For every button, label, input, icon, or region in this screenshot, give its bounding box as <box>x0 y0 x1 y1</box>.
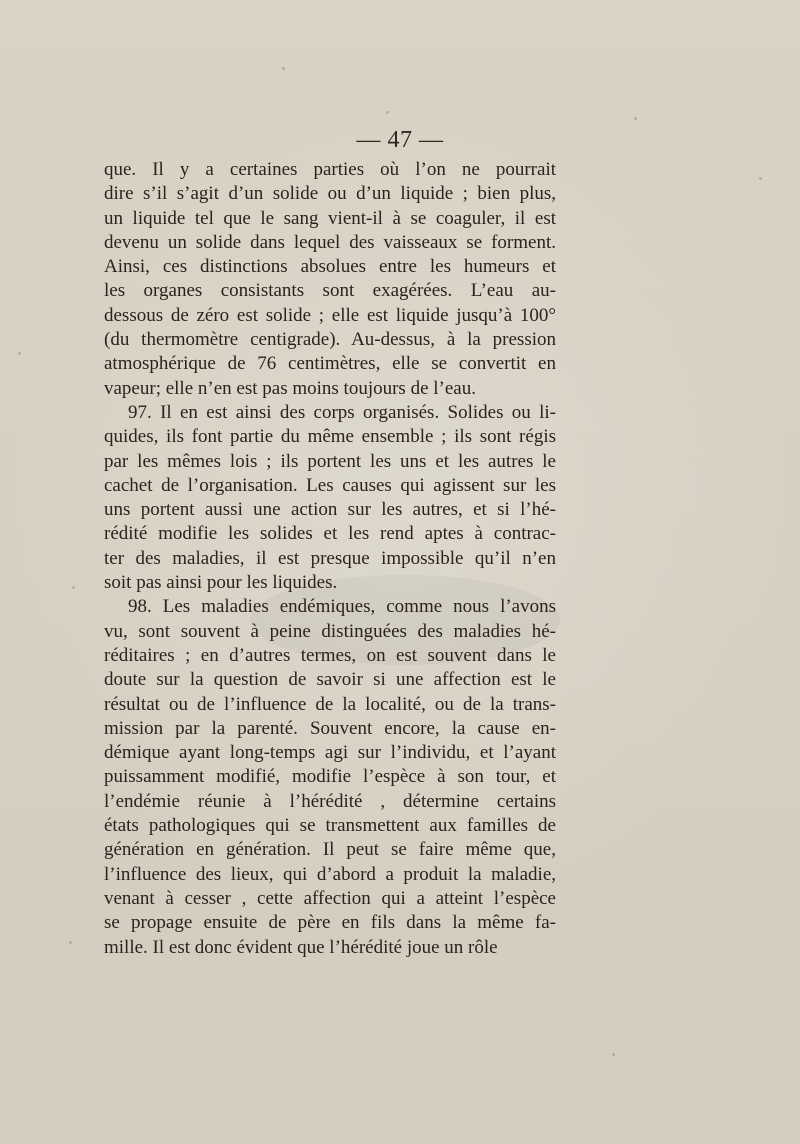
text-line: par les mêmes lois ; ils portent les uns et les autres le <box>104 450 556 472</box>
text-line: soit pas ainsi pour les liquides. <box>104 572 338 594</box>
text-line: vapeur; elle n’en est pas moins toujours de l’eau. <box>104 377 476 399</box>
text-line: génération en génération. Il peut se faire même que, <box>104 839 556 861</box>
text-line: l’influence des lieux, qui d’abord a produit la maladie, <box>104 863 556 885</box>
text-line: Ainsi, ces distinctions absolues entre les humeurs et <box>104 256 556 278</box>
text-line: (du thermomètre centigrade). Au-dessus, à la pression <box>104 329 556 351</box>
text-line: mission par la parenté. Souvent encore, la cause en- <box>104 717 556 739</box>
text-line: réditaires ; en d’autres termes, on est souvent dans le <box>104 644 556 666</box>
text-line: vu, sont souvent à peine distinguées des maladies hé- <box>104 620 556 642</box>
paper-speck <box>18 352 21 355</box>
paper-speck <box>282 67 285 70</box>
text-line: doute sur la question de savoir si une affection est le <box>104 669 556 691</box>
paper-speck <box>69 941 72 944</box>
page-number: — 47 — <box>356 127 444 153</box>
text-line: quides, ils font partie du même ensemble ; ils sont régis <box>104 426 556 448</box>
paper-speck <box>634 117 637 120</box>
body-text <box>104 158 556 960</box>
text-line: l’endémie réunie à l’hérédité , détermine certains <box>104 790 556 812</box>
text-line: venant à cesser , cette affection qui a atteint l’espèce <box>104 887 556 909</box>
text-line: puissamment modifié, modifie l’espèce à son tour, et <box>104 766 556 788</box>
text-line: 98. Les maladies endémiques, comme nous l’avons <box>128 596 556 618</box>
text-line: uns portent aussi une action sur les autres, et si l’hé- <box>104 499 556 521</box>
paper-speck <box>612 1053 615 1056</box>
text-line: dessous de zéro est solide ; elle est liquide jusqu’à 100° <box>104 304 556 326</box>
text-line: résultat ou de l’influence de la localité, ou de la trans- <box>104 693 556 715</box>
text-line: ter des maladies, il est presque impossible qu’il n’en <box>104 547 556 569</box>
text-line: se propage ensuite de père en fils dans la même fa- <box>104 912 556 934</box>
text-line: devenu un solide dans lequel des vaisseaux se forment. <box>104 231 556 253</box>
text-line: démique ayant long-temps agi sur l’individu, et l’ayant <box>104 742 556 764</box>
paper-speck <box>386 111 389 114</box>
text-line: que. Il y a certaines parties où l’on ne pourrait <box>104 159 556 180</box>
paper-speck <box>759 177 762 180</box>
text-line: rédité modifie les solides et les rend aptes à contrac- <box>104 523 556 545</box>
text-line: les organes consistants sont exagérées. L’eau au- <box>104 280 556 302</box>
text-line: mille. Il est donc évident que l’hérédité joue un rôle <box>104 936 498 958</box>
text-line: atmosphérique de 76 centimètres, elle se convertit en <box>104 353 556 375</box>
text-line: un liquide tel que le sang vient-il à se coaguler, il est <box>104 207 556 229</box>
text-line: cachet de l’organisation. Les causes qui agissent sur les <box>104 474 556 496</box>
text-line: états pathologiques qui se transmettent aux familles de <box>104 815 556 837</box>
text-line: dire s’il s’agit d’un solide ou d’un liquide ; bien plus, <box>104 183 556 205</box>
text-line: 97. Il en est ainsi des corps organisés. Solides ou li- <box>128 401 556 423</box>
paper-speck <box>72 586 75 589</box>
